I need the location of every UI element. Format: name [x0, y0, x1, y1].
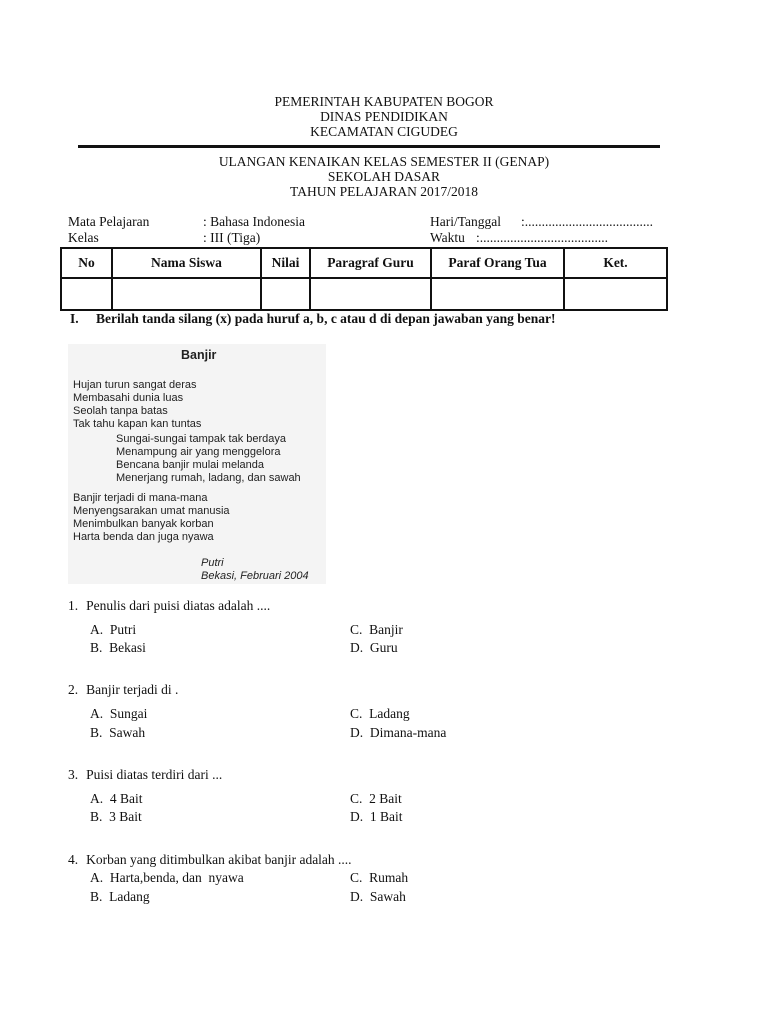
option-3a[interactable]: A. 4 Bait — [90, 791, 143, 806]
cell-parent-signature[interactable] — [431, 278, 564, 310]
poem-place-date: Bekasi, Februari 2004 — [201, 570, 309, 582]
option-4a[interactable]: A. Harta,benda, dan nyawa — [90, 870, 244, 885]
option-4c[interactable]: C. Rumah — [350, 870, 409, 885]
column-header-teacher-signature: Paragraf Guru — [310, 248, 431, 278]
poem-line: Seolah tanpa batas — [73, 405, 168, 417]
student-identity-table — [60, 247, 668, 311]
option-1a[interactable]: A. Putri — [90, 622, 137, 637]
option-2d[interactable]: D. Dimana-mana — [350, 725, 447, 740]
header-divider — [78, 145, 660, 148]
poem-line: Tak tahu kapan kan tuntas — [73, 418, 202, 430]
question-2: 2. Banjir terjadi di . — [68, 682, 179, 697]
option-1c[interactable]: C. Banjir — [350, 622, 403, 637]
exam-title: ULANGAN KENAIKAN KELAS SEMESTER II (GENAP) — [218, 154, 550, 169]
instruction-text: Berilah tanda silang (x) pada huruf a, b, c atau d di depan jawaban yang benar! — [96, 311, 556, 326]
poem-image — [68, 344, 326, 584]
column-header-score: Nilai — [261, 248, 310, 278]
option-3c[interactable]: C. 2 Bait — [350, 791, 402, 806]
class-label: Kelas — [68, 230, 99, 245]
subject-label: Mata Pelajaran — [68, 214, 150, 229]
question-1: 1. Penulis dari puisi diatas adalah .... — [68, 598, 271, 613]
column-header-notes: Ket. — [564, 248, 667, 278]
option-2c[interactable]: C. Ladang — [350, 706, 410, 721]
column-header-student-name: Nama Siswa — [112, 248, 261, 278]
time-value: :...................................... — [476, 230, 609, 245]
poem-line: Sungai-sungai tampak tak berdaya — [116, 433, 286, 445]
header-line-1: PEMERINTAH KABUPATEN BOGOR — [274, 94, 494, 109]
header-line-2: DINAS PENDIDIKAN — [320, 109, 448, 124]
option-2b[interactable]: B. Sawah — [90, 725, 146, 740]
header-line-3: KECAMATAN CIGUDEG — [310, 124, 458, 139]
option-1b[interactable]: B. Bekasi — [90, 640, 146, 655]
poem-line: Menyengsarakan umat manusia — [73, 505, 230, 517]
poem-line: Menerjang rumah, ladang, dan sawah — [116, 472, 301, 484]
poem-line: Menampung air yang menggelora — [116, 446, 281, 458]
time-label: Waktu — [430, 230, 465, 245]
date-value: :...................................... — [521, 214, 654, 229]
poem-line: Membasahi dunia luas — [73, 392, 184, 404]
option-2a[interactable]: A. Sungai — [90, 706, 148, 721]
option-3d[interactable]: D. 1 Bait — [350, 809, 403, 824]
column-header-parent-signature: Paraf Orang Tua — [431, 248, 564, 278]
poem-line: Bencana banjir mulai melanda — [116, 459, 264, 471]
instruction — [70, 311, 555, 327]
question-4: 4. Korban yang ditimbulkan akibat banjir adalah .... — [68, 852, 352, 867]
poem-author: Putri — [201, 557, 224, 569]
cell-no[interactable] — [61, 278, 112, 310]
poem-line: Menimbulkan banyak korban — [73, 518, 214, 530]
poem-line: Hujan turun sangat deras — [73, 379, 197, 391]
cell-student-name[interactable] — [112, 278, 261, 310]
instruction-number: I. — [70, 311, 79, 326]
class-value: : III (Tiga) — [203, 230, 261, 245]
school-level: SEKOLAH DASAR — [327, 169, 441, 184]
poem-line: Harta benda dan juga nyawa — [73, 531, 214, 543]
option-1d[interactable]: D. Guru — [350, 640, 398, 655]
school-year: TAHUN PELAJARAN 2017/2018 — [290, 184, 478, 199]
question-3: 3. Puisi diatas terdiri dari ... — [68, 767, 223, 782]
column-header-no: No — [61, 248, 112, 278]
cell-score[interactable] — [261, 278, 310, 310]
subject-value: : Bahasa Indonesia — [203, 214, 305, 229]
cell-teacher-signature[interactable] — [310, 278, 431, 310]
poem-title: Banjir — [181, 348, 217, 362]
option-3b[interactable]: B. 3 Bait — [90, 809, 142, 824]
cell-notes[interactable] — [564, 278, 667, 310]
poem-line: Banjir terjadi di mana-mana — [73, 492, 208, 504]
date-label: Hari/Tanggal — [430, 214, 502, 229]
option-4d[interactable]: D. Sawah — [350, 889, 406, 904]
option-4b[interactable]: B. Ladang — [90, 889, 150, 904]
